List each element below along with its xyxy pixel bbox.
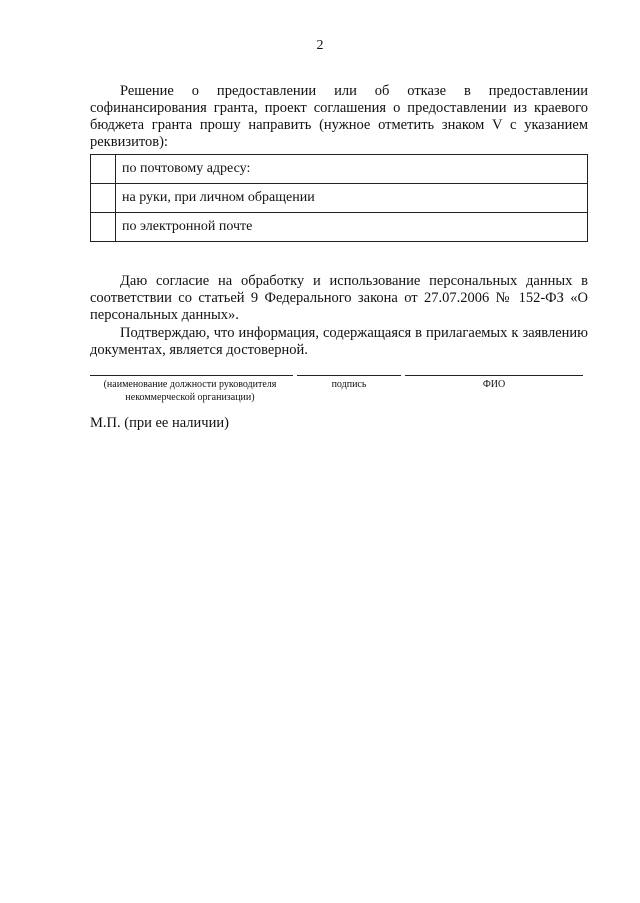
confirm-paragraph: Подтверждаю, что информация, содержащаяся в прилагаемых к заявлению документах, является достоверной. [90,324,588,358]
position-signature-line [90,375,293,376]
table-row [91,184,588,213]
checkbox-cell-postal[interactable] [91,155,116,184]
decision-paragraph: Решение о предоставлении или об отказе в предоставлении софинансирования гранта, проект соглашения о предоставлении из краевого бюджета гранта прошу направить (нужное отметить знаком V с указанием реквизитов): [90,82,588,150]
option-label-postal: по почтовому адресу: [116,155,588,184]
page-number: 2 [316,38,324,53]
delivery-options-table [90,154,588,242]
stamp-note: М.П. (при ее наличии) [90,415,229,431]
checkbox-cell-email[interactable] [91,213,116,242]
option-label-in-person: на руки, при личном обращении [116,184,588,213]
fio-caption: ФИО [482,379,506,390]
option-label-email: по электронной почте [116,213,588,242]
table-row [91,213,588,242]
position-caption: (наименование должности руководителя некоммерческой организации) [103,379,277,403]
sign-caption: подпись [331,379,367,390]
fio-signature-line [405,375,583,376]
checkbox-cell-in-person[interactable] [91,184,116,213]
table-row [91,155,588,184]
consent-paragraph: Даю согласие на обработку и использование персональных данных в соответствии со статьей 9 Федерального закона от 27.07.2006 № 152-ФЗ «О персональных данных». [90,272,588,323]
sign-signature-line [297,375,401,376]
